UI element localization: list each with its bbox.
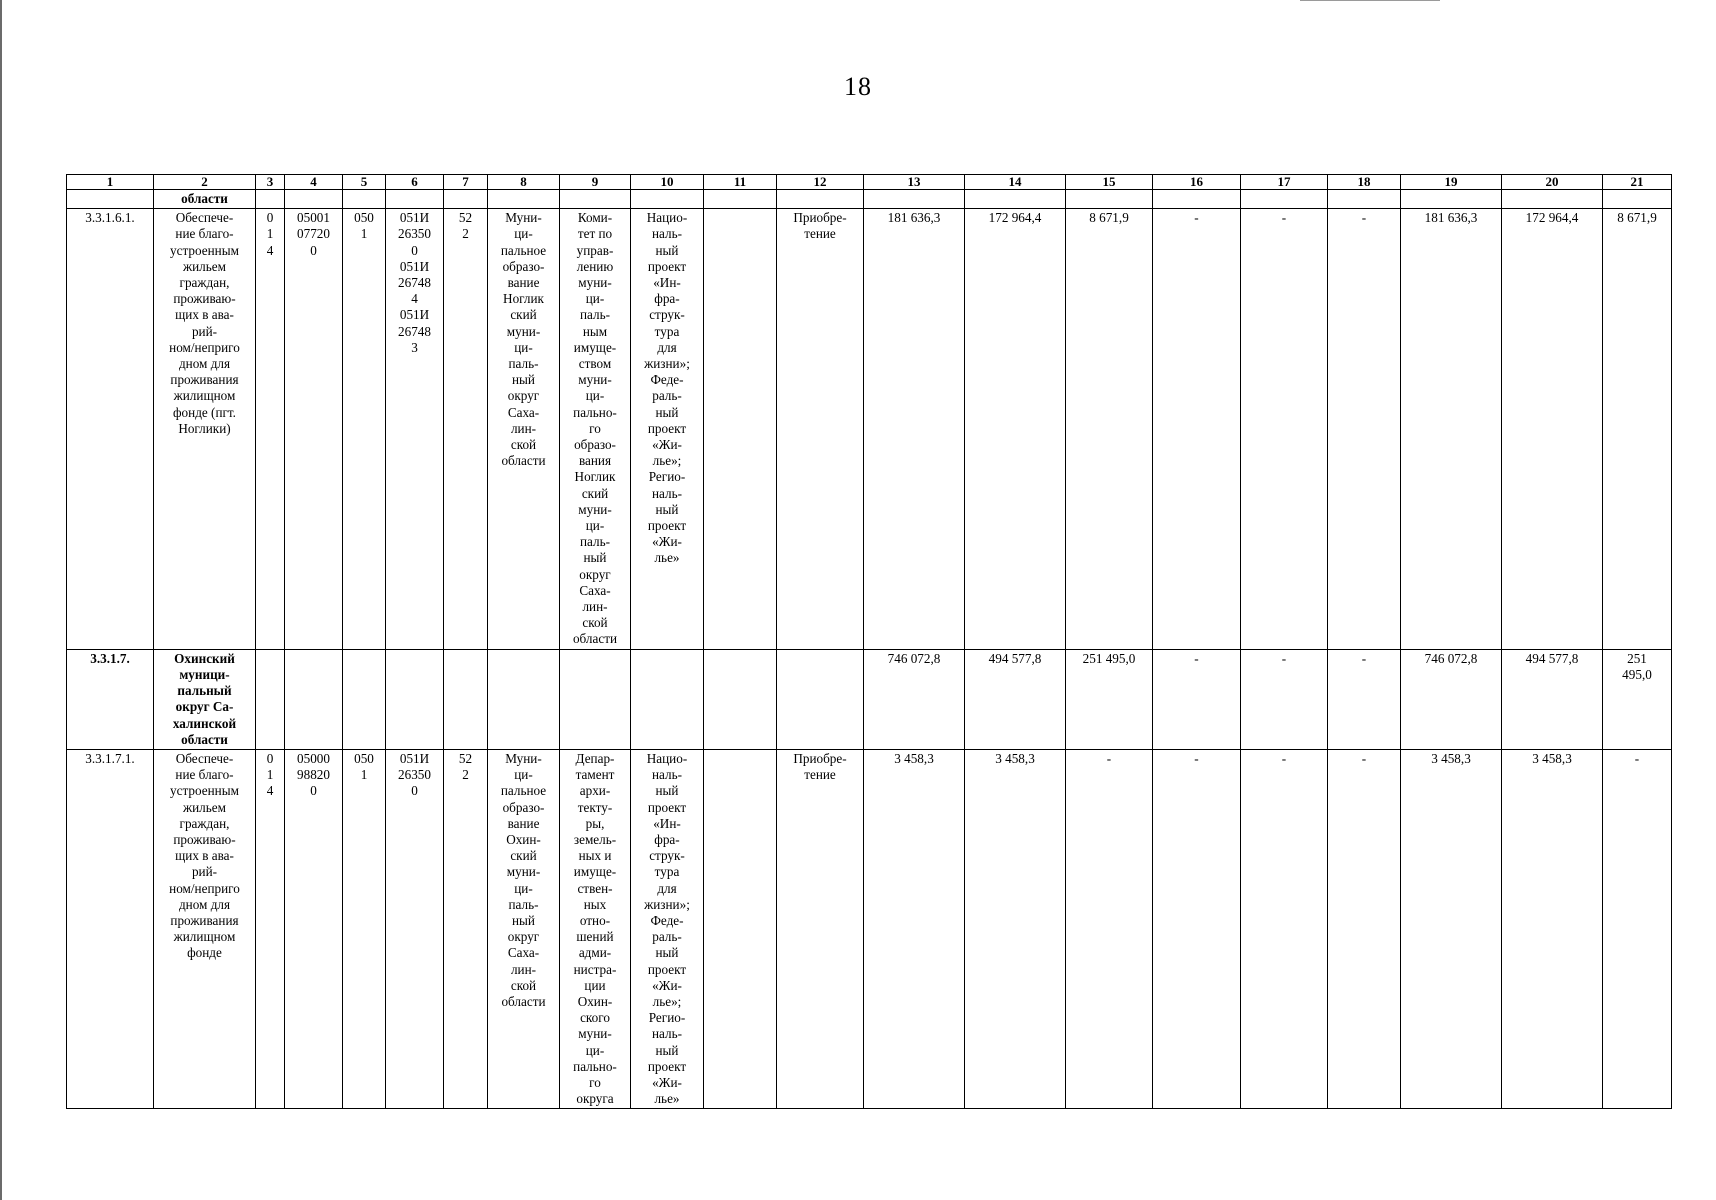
cell-c18: - [1328,649,1401,749]
scan-edge-left [0,0,2,1200]
col-header-7: 7 [444,175,488,190]
cell-c12: Приобре- тение [777,749,864,1108]
cell-c7: 52 2 [444,209,488,649]
col-header-17: 17 [1241,175,1328,190]
cell-c19: 181 636,3 [1401,209,1502,649]
col-header-12: 12 [777,175,864,190]
cell [67,190,154,209]
cell-c21: - [1603,749,1672,1108]
column-number-row [67,175,1672,190]
cell-c18: - [1328,749,1401,1108]
col-header-2: 2 [154,175,256,190]
cell-c9: Депар- тамент архи- текту- ры, земель- ных и имуще- ствен- ных отно- шений адми- нистра- ции Охин- ского муни- ци- пально- го округа [560,749,631,1108]
col-header-3: 3 [256,175,285,190]
cell-c21: 251 495,0 [1603,649,1672,749]
col-header-21: 21 [1603,175,1672,190]
col-header-15: 15 [1066,175,1153,190]
cell-c4: 05000 98820 0 [285,749,343,1108]
cell-c4: 05001 07720 0 [285,209,343,649]
col-header-5: 5 [343,175,386,190]
cell-c13: 181 636,3 [864,209,965,649]
col-header-11: 11 [704,175,777,190]
col-header-13: 13 [864,175,965,190]
continuation-text: области [154,190,256,209]
cell-c21: 8 671,9 [1603,209,1672,649]
table-row [67,209,1672,649]
col-header-20: 20 [1502,175,1603,190]
cell [631,190,704,209]
cell-c7 [444,649,488,749]
cell-c6: 051И 26350 0 051И 26748 4 051И 26748 3 [386,209,444,649]
col-header-10: 10 [631,175,704,190]
cell-c11 [704,209,777,649]
row-name: Обеспече- ние благо- устроенным жильем граждан, проживаю- щих в ава- рий- ном/неприго дном для проживания жилищном фонде (пгт. Ноглики) [154,209,256,649]
page-number: 18 [844,72,872,101]
scan-edge-top [1300,0,1440,1]
cell-c19: 746 072,8 [1401,649,1502,749]
cell-c10: Нацио- наль- ный проект «Ин- фра- струк- тура для жизни»; Феде- раль- ный проект «Жи- лье»; Регио- наль- ный проект «Жи- лье» [631,209,704,649]
cell-c3: 0 1 4 [256,749,285,1108]
col-header-4: 4 [285,175,343,190]
cell-c17: - [1241,649,1328,749]
cell-c11 [704,649,777,749]
cell-c14: 172 964,4 [965,209,1066,649]
row-name: Обеспече- ние благо- устроенным жильем граждан, проживаю- щих в ава- рий- ном/неприго дном для проживания жилищном фонде [154,749,256,1108]
cell-c5 [343,649,386,749]
budget-table [66,174,1672,1109]
cell-c15: 251 495,0 [1066,649,1153,749]
col-header-19: 19 [1401,175,1502,190]
cell-c6: 051И 26350 0 [386,749,444,1108]
table-row [67,749,1672,1108]
cell-c11 [704,749,777,1108]
cell-c5: 050 1 [343,749,386,1108]
col-header-1: 1 [67,175,154,190]
cell [343,190,386,209]
cell-c17: - [1241,209,1328,649]
cell [1153,190,1241,209]
cell [560,190,631,209]
cell-c15: 8 671,9 [1066,209,1153,649]
cell [1502,190,1603,209]
row-number: 3.3.1.7. [67,649,154,749]
cell-c16: - [1153,209,1241,649]
cell-c16: - [1153,649,1241,749]
cell-c16: - [1153,749,1241,1108]
col-header-14: 14 [965,175,1066,190]
cell [256,190,285,209]
col-header-8: 8 [488,175,560,190]
row-name: Охинский муници- пальный округ Са- халинской области [154,649,256,749]
col-header-9: 9 [560,175,631,190]
cell [1603,190,1672,209]
row-number: 3.3.1.7.1. [67,749,154,1108]
cell-c7: 52 2 [444,749,488,1108]
cell [488,190,560,209]
cell [1066,190,1153,209]
cell [444,190,488,209]
cell [285,190,343,209]
cell-c14: 494 577,8 [965,649,1066,749]
cell [386,190,444,209]
cell-c6 [386,649,444,749]
cell-c20: 3 458,3 [1502,749,1603,1108]
cell-c8 [488,649,560,749]
row-number: 3.3.1.6.1. [67,209,154,649]
cell-c8: Муни- ци- пальное образо- вание Ноглик ский муни- ци- паль- ный округ Саха- лин- ской области [488,209,560,649]
cell-c19: 3 458,3 [1401,749,1502,1108]
cell-c3: 0 1 4 [256,209,285,649]
cell-c10 [631,649,704,749]
continuation-row [67,190,1672,209]
cell-c12: Приобре- тение [777,209,864,649]
cell-c3 [256,649,285,749]
cell-c5: 050 1 [343,209,386,649]
cell [777,190,864,209]
table-row [67,649,1672,749]
col-header-6: 6 [386,175,444,190]
cell-c13: 746 072,8 [864,649,965,749]
col-header-16: 16 [1153,175,1241,190]
cell-c20: 494 577,8 [1502,649,1603,749]
cell [1241,190,1328,209]
col-header-18: 18 [1328,175,1401,190]
cell [965,190,1066,209]
cell-c9 [560,649,631,749]
cell-c17: - [1241,749,1328,1108]
cell-c10: Нацио- наль- ный проект «Ин- фра- струк- тура для жизни»; Феде- раль- ный проект «Жи- лье»; Регио- наль- ный проект «Жи- лье» [631,749,704,1108]
cell-c4 [285,649,343,749]
cell [704,190,777,209]
cell-c8: Муни- ци- пальное образо- вание Охин- ский муни- ци- паль- ный округ Саха- лин- ской области [488,749,560,1108]
cell-c14: 3 458,3 [965,749,1066,1108]
cell-c9: Коми- тет по управ- лению муни- ци- паль- ным имуще- ством муни- ци- пально- го образо- вания Ноглик ский муни- ци- паль- ный округ Саха- лин- ской области [560,209,631,649]
cell-c13: 3 458,3 [864,749,965,1108]
cell [864,190,965,209]
cell [1401,190,1502,209]
cell [1328,190,1401,209]
cell-c15: - [1066,749,1153,1108]
cell-c12 [777,649,864,749]
cell-c20: 172 964,4 [1502,209,1603,649]
cell-c18: - [1328,209,1401,649]
